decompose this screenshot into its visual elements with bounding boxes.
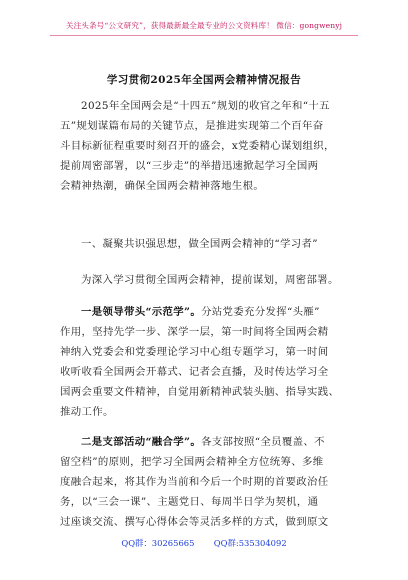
point2-line: 留空档”的原则，把学习全国两会精神全方位统筹、多维 bbox=[60, 456, 324, 468]
section1-heading bbox=[60, 234, 352, 254]
intro-line: 五”规划谋篇布局的关键节点，是推进实现第二个百年奋 bbox=[60, 120, 324, 132]
point1-first-line-rest: 分站党委充分发挥“头雁” bbox=[201, 306, 320, 318]
intro-line: 会精神热潮，确保全国两会精神落地生根。 bbox=[60, 180, 265, 192]
point2-first-line-rest: 各支部按照“全员覆盖、不 bbox=[201, 436, 325, 448]
point1-paragraph bbox=[60, 302, 352, 422]
intro-line: 2025年全国两会是“十四五”规划的收官之年和“十五 bbox=[81, 100, 330, 112]
intro-line: 提前周密部署，以“三步走”的举措迅速掀起学习全国两 bbox=[60, 160, 319, 172]
point2-line: 过座谈交流、撰写心得体会等灵活多样的方式，做到原文 bbox=[60, 516, 329, 528]
intro-paragraph bbox=[60, 96, 352, 196]
intro-line: 斗目标新征程重要时刻召开的盛会，x党委精心谋划组织， bbox=[60, 140, 335, 152]
point2-first-line bbox=[60, 432, 352, 452]
footer-contacts bbox=[0, 537, 408, 549]
section-intro-text: 为深入学习贯彻全国两会精神，提前谋划，周密部署。 bbox=[81, 274, 339, 286]
point1-lead: 一是领导带头“示范学”。 bbox=[81, 306, 202, 318]
point1-line: 作用，坚持先学一步、深学一层，第一时间将全国两会精 bbox=[60, 326, 329, 338]
section-heading-text: 一、凝聚共识强思想，做全国两会精神的“学习者” bbox=[81, 238, 318, 250]
footer-qq-group-1: QQ群：30265665 bbox=[121, 538, 195, 548]
section1-intro bbox=[60, 270, 352, 290]
point1-line: 收听收看全国两会开幕式、记者会直播，及时传达学习全 bbox=[60, 366, 329, 378]
header-divider bbox=[50, 35, 358, 36]
point1-first-line bbox=[60, 302, 352, 322]
point2-line: 务，以“三会一课”、主题党日、每周半日学为契机，通 bbox=[60, 496, 319, 508]
header-notice: 关注头条号“公文研究”，获得最新最全最专业的公文资料库！ 微信：gongwenyj bbox=[65, 21, 343, 30]
point1-line: 推动工作。 bbox=[60, 406, 114, 418]
document-title: 学习贯彻2025年全国两会精神情况报告 bbox=[106, 74, 302, 86]
point2-lead: 二是支部活动“融合学”。 bbox=[81, 436, 202, 448]
footer-qq-group-2: QQ群:535304092 bbox=[213, 538, 287, 548]
point2-paragraph bbox=[60, 432, 352, 532]
point1-line: 神纳入党委会和党委理论学习中心组专题学习，第一时间 bbox=[60, 346, 329, 358]
point1-line: 国两会重要文件精神，自觉用新精神武装头脑、指导实践、 bbox=[60, 386, 340, 398]
point2-line: 度融合起来，将其作为当前和今后一个时期的首要政治任 bbox=[60, 476, 329, 488]
